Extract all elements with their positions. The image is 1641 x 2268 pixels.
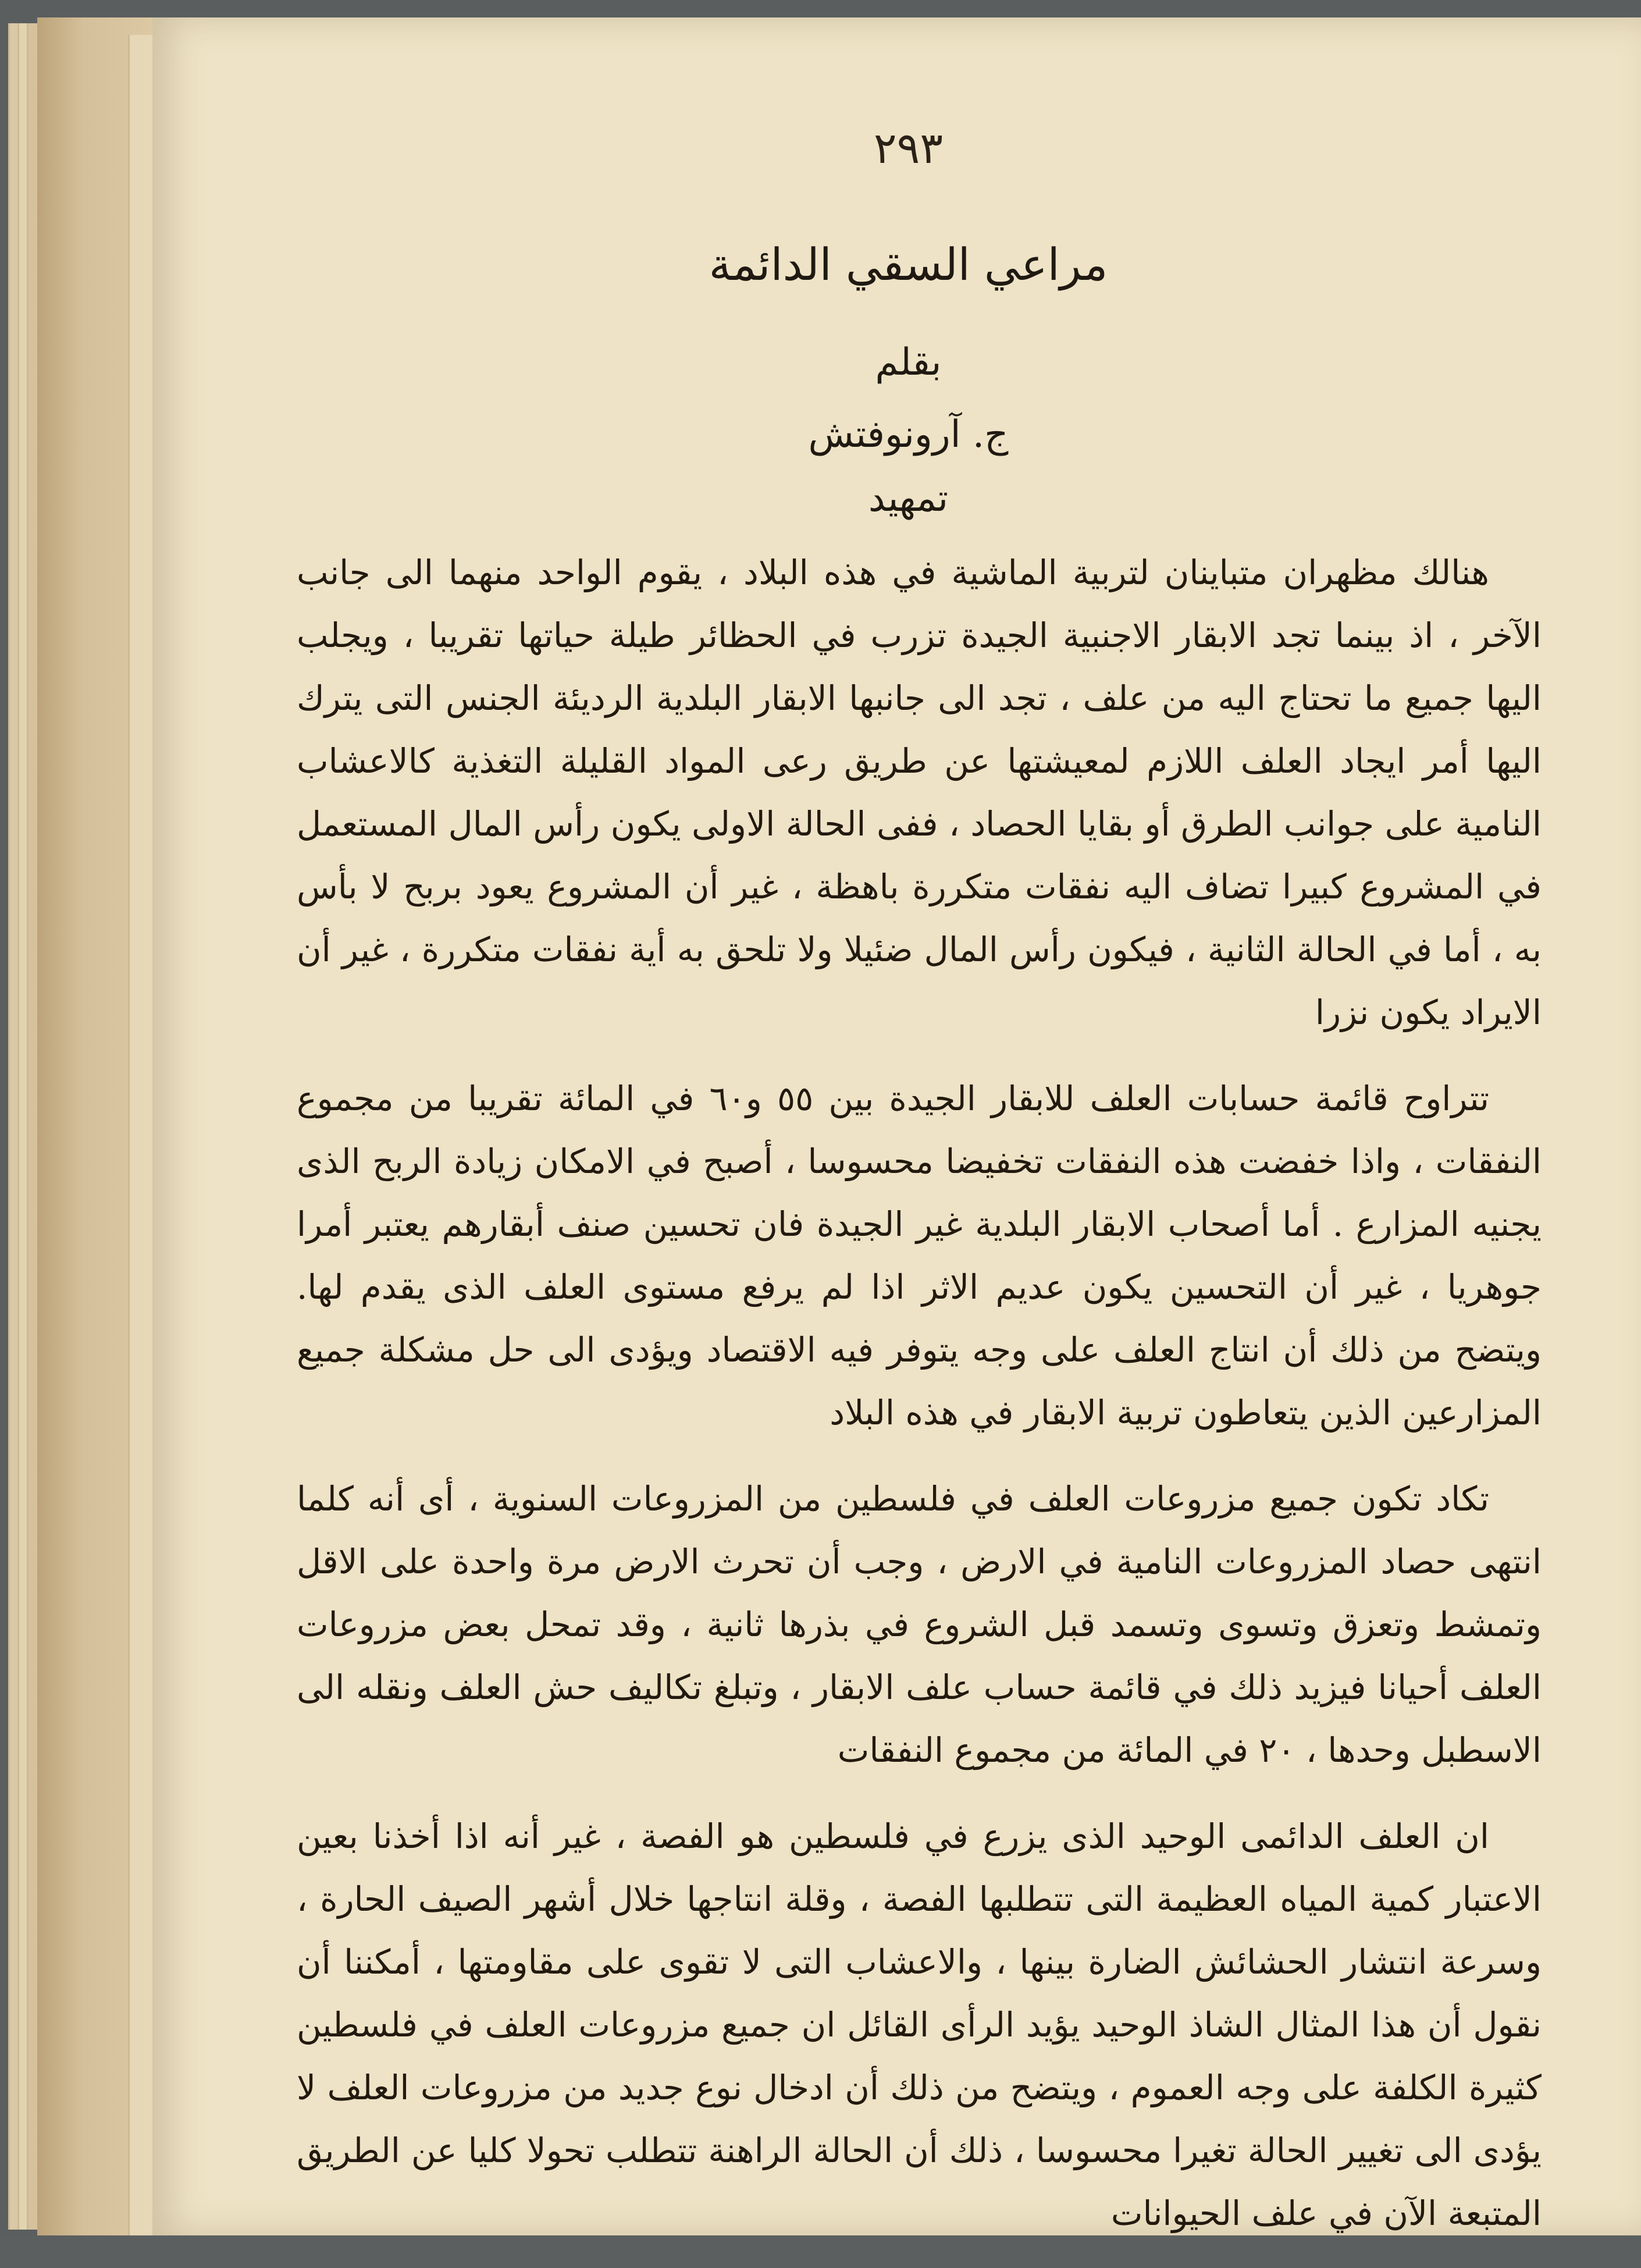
author-name: ج. آرونوفتش: [808, 413, 1009, 456]
byline-label: بقلم: [875, 341, 942, 384]
article-title: مراعي السقي الدائمة: [709, 239, 1108, 290]
paragraph: هنالك مظهران متباينان لتربية الماشية في هذه البلاد ، يقوم الواحد منهما الى جانب الآخر ، اذ بينما تجد الابقار الاجنبية الجيدة تزرب في الحظائر طيلة حياتها تقريبا ، ويجلب اليها جميع ما تحتاج اليه من علف ، تجد الى جانبها الابقار البلدية الرديئة الجنس التى يترك اليها أمر ايجاد العلف اللازم لمعيشتها عن طريق رعى المواد القليلة التغذية كالاعشاب النامية على جوانب الطرق أو بقايا الحصاد ، ففى الحالة الاولى يكون رأس المال المستعمل في المشروع كبيرا تضاف اليه نفقات متكررة باهظة ، غير أن المشروع يعود بربح لا بأس به ، أما في الحالة الثانية ، فيكون رأس المال ضئيلا ولا تلحق به أية نفقات متكررة ، غير أن الايراد يكون نزرا: [297, 553, 1542, 1032]
book-page: [152, 17, 1641, 2235]
paragraph: تتراوح قائمة حسابات العلف للابقار الجيدة بين ٥٥ و٦٠ في المائة تقريبا من مجموع النفقات ، واذا خفضت هذه النفقات تخفيضا محسوسا ، أصبح في الامكان زيادة الربح الذى يجنيه المزارع . أما أصحاب الابقار البلدية غير الجيدة فان تحسين صنف أبقارهم يعتبر أمرا جوهريا ، غير أن التحسين يكون عديم الاثر اذا لم يرفع مستوى العلف الذى يقدم لها. ويتضح من ذلك أن انتاج العلف على وجه يتوفر فيه الاقتصاد ويؤدى الى حل مشكلة جميع المزارعين الذين يتعاطون تربية الابقار في هذه البلاد: [297, 1079, 1542, 1432]
page-fold: [128, 35, 153, 2235]
article-body: [297, 541, 1542, 2268]
paragraph: تكاد تكون جميع مزروعات العلف في فلسطين من المزروعات السنوية ، أى أنه كلما انتهى حصاد المزروعات النامية في الارض ، وجب أن تحرث الارض مرة واحدة على الاقل وتمشط وتعزق وتسوى وتسمد قبل الشروع في بذرها ثانية ، وقد تمحل بعض مزروعات العلف أحيانا فيزيد ذلك في قائمة حساب علف الابقار ، وتبلغ تكاليف حش العلف ونقله الى الاسطبل وحدها ، ٢٠ في المائة من مجموع النفقات: [297, 1479, 1542, 1770]
page-number: ٢٩٣: [873, 123, 944, 173]
section-heading: تمهيد: [868, 477, 949, 520]
paragraph: ان العلف الدائمى الوحيد الذى يزرع في فلسطين هو الفصة ، غير أنه اذا أخذنا بعين الاعتبار كمية المياه العظيمة التى تتطلبها الفصة ، وقلة انتاجها خلال أشهر الصيف الحارة ، وسرعة انتشار الحشائش الضارة بينها ، والاعشاب التى لا تقوى على مقاومتها ، أمكننا أن نقول أن هذا المثال الشاذ الوحيد يؤيد الرأى القائل ان جميع مزروعات العلف في فلسطين كثيرة الكلفة على وجه العموم ، ويتضح من ذلك أن ادخال نوع جديد من مزروعات العلف لا يؤدى الى تغيير الحالة تغيرا محسوسا ، ذلك أن الحالة الراهنة تتطلب تحولا كليا عن الطريق المتبعة الآن في علف الحيوانات: [297, 1816, 1542, 2233]
